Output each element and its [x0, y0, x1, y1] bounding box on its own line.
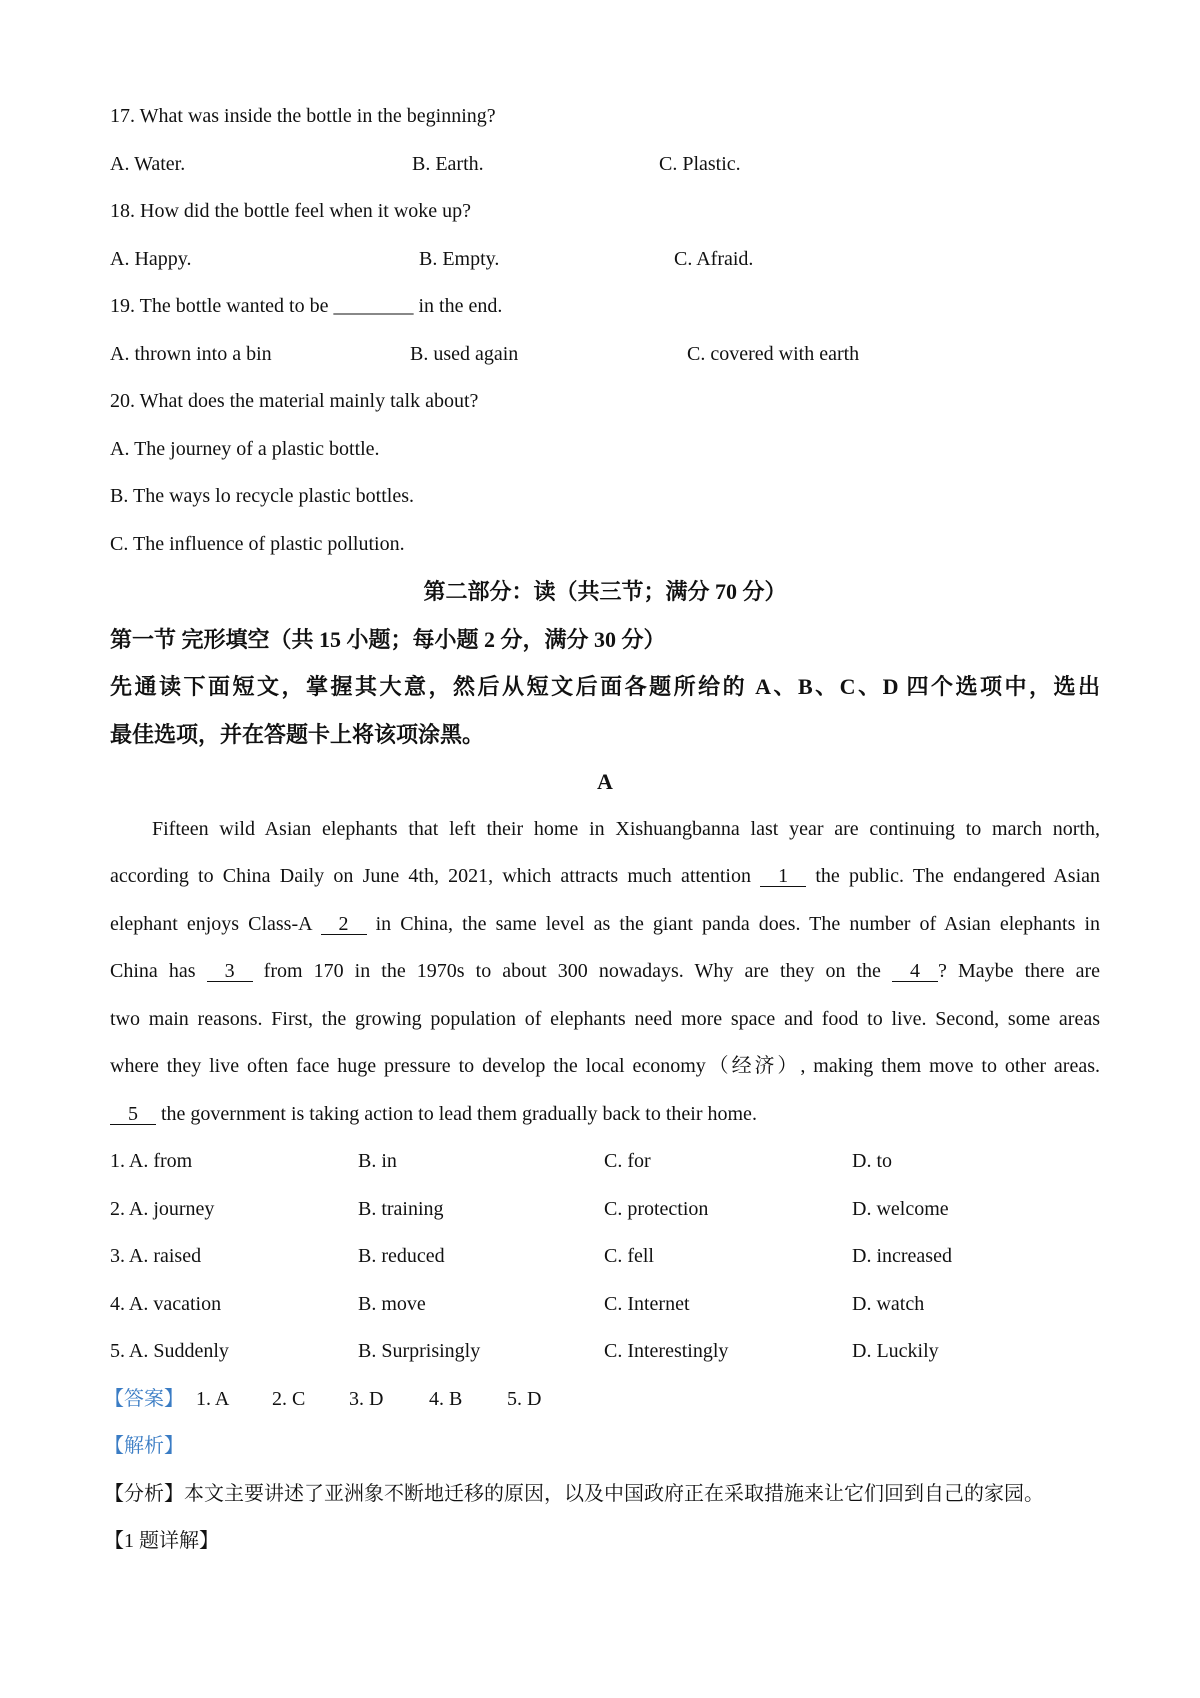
- options-19: [110, 331, 1100, 379]
- answer: 3. D: [349, 1387, 384, 1410]
- option: B. Empty.: [419, 247, 500, 270]
- passage-label: A: [597, 769, 613, 794]
- cloze-option-row: [110, 1233, 1100, 1281]
- instructions-line: 最佳选项，并在答题卡上将该项涂黑。: [110, 721, 485, 747]
- cloze-option: 1. A. from: [110, 1150, 193, 1172]
- answer: 5. D: [507, 1387, 542, 1410]
- cloze-option: B. reduced: [358, 1245, 445, 1267]
- question-text: 19. The bottle wanted to be ________ in the end.: [110, 295, 503, 317]
- cloze-option-row: [110, 1186, 1100, 1234]
- cloze-option-row: [110, 1138, 1100, 1186]
- option: A. Water.: [110, 152, 186, 175]
- instructions-line: 先通读下面短文，掌握其大意，然后从短文后面各题所给的 A、B、C、D 四个选项中，选出: [110, 674, 1100, 699]
- cloze-option: B. in: [358, 1150, 397, 1172]
- answer-label: 【答案】: [104, 1387, 184, 1410]
- part-title: 第二部分：读（共三节；满分 70 分）: [423, 579, 787, 604]
- question-17: [110, 93, 1100, 141]
- cloze-option: B. move: [358, 1292, 426, 1315]
- passage-line: [110, 901, 1100, 949]
- cloze-option: B. training: [358, 1197, 444, 1220]
- text: the government is taking action to lead them gradually back to their home.: [161, 1102, 757, 1125]
- cloze-option-row: [110, 1281, 1100, 1329]
- question-text: 18. How did the bottle feel when it woke up?: [110, 200, 472, 222]
- text: according to China Daily on June 4th, 2021, which attracts much attention: [110, 865, 751, 887]
- question-20: [110, 378, 1100, 426]
- question-19: [110, 283, 1100, 331]
- options-18: [110, 236, 1100, 284]
- cloze-option: D. Luckily: [852, 1340, 939, 1362]
- summary: 【分析】本文主要讲述了亚洲象不断地迁移的原因，以及中国政府正在采取措施来让它们回到自己的家园。: [104, 1482, 1044, 1505]
- option: B. used again: [410, 342, 519, 365]
- cloze-option: C. for: [604, 1150, 651, 1172]
- cloze-option: B. Surprisingly: [358, 1340, 481, 1362]
- option: B. Earth.: [412, 152, 484, 175]
- question-18: [110, 188, 1100, 236]
- passage-line: two main reasons. First, the growing population of elephants need more space and food to live. Second, some areas: [110, 1007, 1100, 1030]
- option: A. The journey of a plastic bottle.: [110, 437, 380, 460]
- passage-line: where they live often face huge pressure to develop the local economy（经济）, making them move to other areas.: [110, 1055, 1100, 1077]
- answer-row: [104, 1376, 1100, 1424]
- option: A. Happy.: [110, 247, 192, 270]
- option: A. thrown into a bin: [110, 342, 272, 365]
- text: China has: [110, 960, 196, 982]
- cloze-option: 2. A. journey: [110, 1197, 215, 1220]
- option: C. Afraid.: [674, 247, 754, 270]
- passage-line: [110, 1091, 1100, 1139]
- blank-3: 3: [207, 961, 253, 982]
- passage-line: [110, 948, 1100, 996]
- question-text: 20. What does the material mainly talk about?: [110, 390, 479, 412]
- question-text: 17. What was inside the bottle in the beginning?: [110, 105, 496, 127]
- cloze-option-row: [110, 1328, 1100, 1376]
- option: C. covered with earth: [687, 342, 860, 365]
- cloze-option: C. protection: [604, 1197, 709, 1220]
- cloze-option: D. welcome: [852, 1197, 949, 1220]
- blank-1: 1: [760, 866, 806, 887]
- passage-line: Fifteen wild Asian elephants that left their home in Xishuangbanna last year are continuing to march north,: [152, 817, 1100, 840]
- analysis-label: 【解析】: [104, 1435, 184, 1457]
- cloze-option: C. Internet: [604, 1292, 690, 1315]
- detail-label: 【1 题详解】: [104, 1530, 219, 1552]
- blank-4: 4: [892, 961, 938, 982]
- cloze-option: 3. A. raised: [110, 1245, 202, 1267]
- answer: 1. A: [196, 1387, 230, 1410]
- text: ? Maybe there are: [938, 960, 1101, 982]
- answer: 2. C: [272, 1387, 306, 1410]
- section-title: 第一节 完形填空（共 15 小题；每小题 2 分，满分 30 分）: [110, 626, 666, 652]
- cloze-option: C. fell: [604, 1245, 654, 1267]
- passage-line: [110, 853, 1100, 901]
- document-page: [104, 93, 1101, 1566]
- text: from 170 in the 1970s to about 300 nowadays. Why are they on the: [263, 960, 881, 982]
- text: in China, the same level as the giant panda does. The number of Asian elephants in: [375, 912, 1101, 935]
- blank-2: 2: [321, 914, 367, 935]
- cloze-option: 5. A. Suddenly: [110, 1340, 229, 1362]
- cloze-option: D. increased: [852, 1245, 952, 1267]
- option: B. The ways lo recycle plastic bottles.: [110, 485, 414, 507]
- text: elephant enjoys Class-A: [110, 912, 312, 935]
- answer: 4. B: [429, 1387, 463, 1410]
- cloze-option: C. Interestingly: [604, 1340, 729, 1362]
- blank-5: 5: [110, 1104, 156, 1125]
- option: C. Plastic.: [659, 152, 741, 175]
- options-17: [110, 141, 1100, 189]
- cloze-option: 4. A. vacation: [110, 1292, 222, 1315]
- cloze-option: D. to: [852, 1150, 892, 1172]
- cloze-options: [110, 1138, 1100, 1376]
- text: the public. The endangered Asian: [815, 865, 1101, 887]
- option: C. The influence of plastic pollution.: [110, 532, 405, 555]
- cloze-option: D. watch: [852, 1292, 925, 1315]
